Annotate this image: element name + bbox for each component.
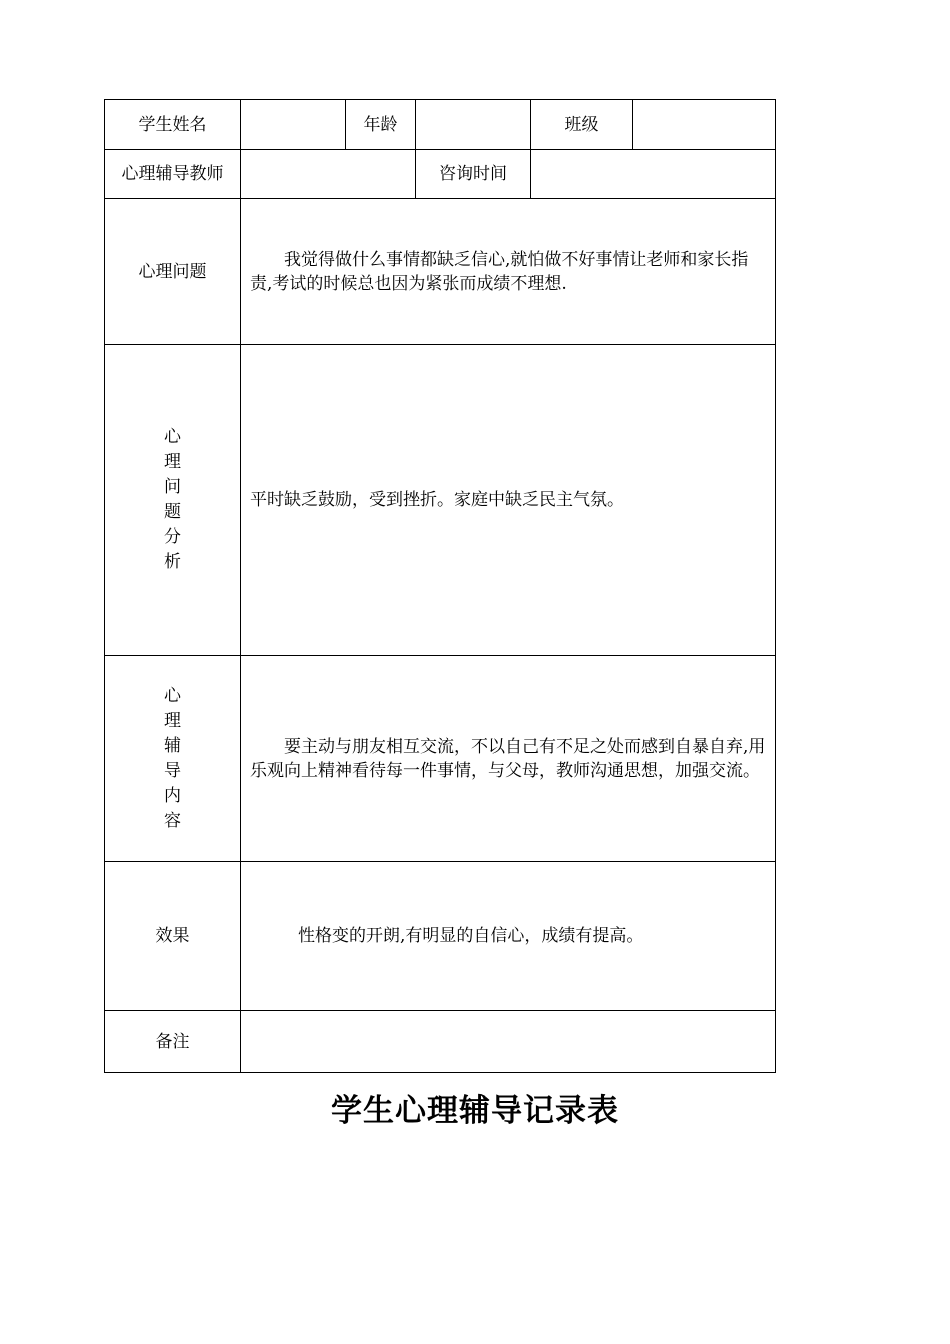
age-label: 年龄 [346,100,416,150]
guidance-label-char: 理 [164,710,181,731]
guidance-text: 要主动与朋友相互交流，不以自己有不足之处而感到自暴自弃,用乐观向上精神看待每一件事情，与父母，教师沟通思想，加强交流。 [241,656,776,862]
student-name-label: 学生姓名 [105,100,241,150]
analysis-label-char: 心 [164,427,181,447]
document-title: 学生心理辅导记录表 [331,1093,619,1129]
analysis-label [105,345,241,656]
student-name-value[interactable] [241,100,346,150]
consult-time-value[interactable] [531,150,776,199]
remarks-label: 备注 [105,1011,241,1073]
teacher-value[interactable] [241,150,416,199]
table-row-analysis [105,345,776,656]
problem-text: 我觉得做什么事情都缺乏信心,就怕做不好事情让老师和家长指责,考试的时候总也因为紧张而成绩不理想. [241,199,776,345]
table-row-teacher-info [105,150,776,199]
table-row-effect [105,862,776,1011]
age-value[interactable] [416,100,531,150]
class-value[interactable] [633,100,776,150]
guidance-label-char: 心 [164,685,181,706]
teacher-label: 心理辅导教师 [105,150,241,199]
analysis-label-char: 分 [164,527,181,547]
analysis-label-char: 问 [164,477,181,497]
guidance-label-char: 辅 [164,735,181,756]
effect-label: 效果 [105,862,241,1011]
problem-label: 心理问题 [105,199,241,345]
table-row-remarks [105,1011,776,1073]
guidance-label-char: 导 [164,760,181,781]
remarks-value[interactable] [241,1011,776,1073]
table-row-guidance [105,656,776,862]
effect-text: 性格变的开朗,有明显的自信心，成绩有提高。 [241,862,776,1011]
analysis-label-char: 题 [164,502,181,522]
table-row-problem [105,199,776,345]
guidance-label-char: 内 [164,785,181,806]
table-row-student-info [105,100,776,150]
guidance-label-char: 容 [164,810,181,831]
consult-time-label: 咨询时间 [416,150,531,199]
analysis-label-char: 理 [164,452,181,472]
class-label: 班级 [531,100,633,150]
counseling-record-table [104,99,776,1073]
analysis-label-char: 析 [164,552,181,572]
guidance-label [105,656,241,862]
analysis-text: 平时缺乏鼓励，受到挫折。家庭中缺乏民主气氛。 [241,345,776,656]
